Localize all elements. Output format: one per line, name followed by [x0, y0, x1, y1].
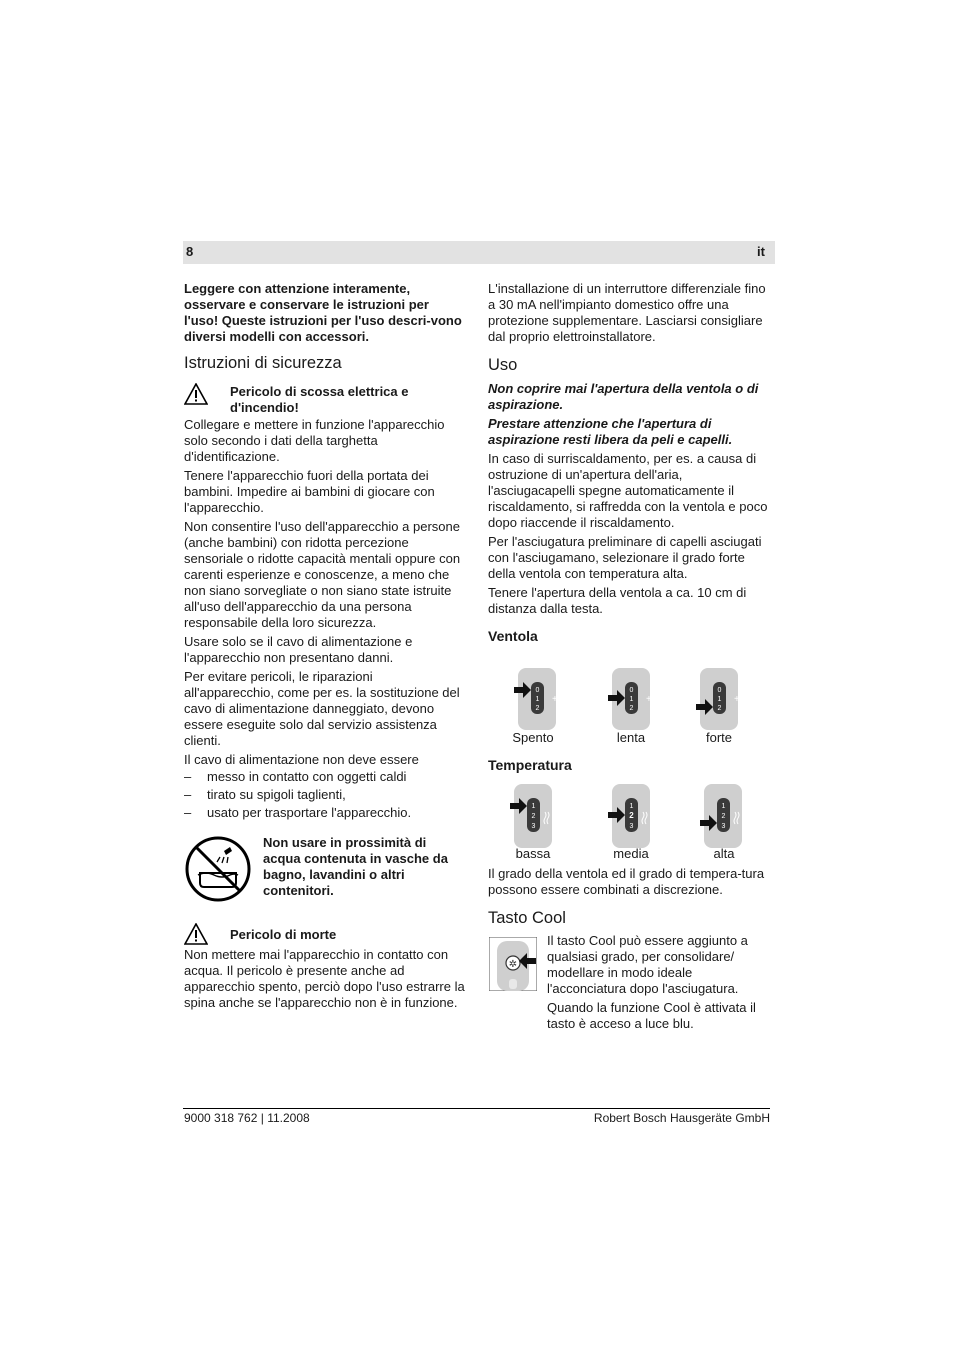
- cool-text: [547, 933, 772, 1035]
- switch-digit: 0: [535, 687, 540, 694]
- temperatura-title: Temperatura: [488, 757, 572, 773]
- paragraph: In caso di surriscaldamento, per es. a causa di ostruzione di un'apertura dell'aria, l'asciugacapelli spegne automaticamente il riscaldamento, si raffredda con la ventola e poco dopo riaccende il riscaldamento.: [488, 451, 768, 530]
- warning-title: Pericolo di scossa elettrica e d'incendio!: [230, 384, 409, 415]
- right-column: [488, 281, 772, 645]
- safety-title: Istruzioni di sicurezza: [184, 354, 342, 372]
- warning-block-2: [184, 927, 466, 947]
- safety-paragraph: Tenere l'apparecchio fuori della portata dei bambini. Impedire ai bambini di giocare con l'apparecchio.: [184, 468, 435, 515]
- safety-paragraph: Usare solo se il cavo di alimentazione e l'apparecchio non presentano danni.: [184, 634, 413, 665]
- no-water-icon: [184, 835, 252, 903]
- safety-paragraph: Il cavo di alimentazione non deve essere: [184, 752, 419, 767]
- temp-label-low: bassa: [515, 846, 551, 861]
- tasto-cool-title: Tasto Cool: [488, 909, 566, 927]
- safety-paragraph: Non consentire l'uso dell'apparecchio a persone (anche bambini) con ridotta percezione sensoriale o ridotte capacità mentali oppure con carenti esperienze e conoscenze, a meno che non siano sorvegliate o non siano state istruite all'uso dell'apparecchio da una persona responsabile della loro sicurezza.: [184, 519, 461, 630]
- switch-digit: 2: [531, 813, 536, 820]
- paragraph: Per l'asciugatura preliminare di capelli asciugati con l'asciugamano, selezionare il grado forte della ventola con temperatura alta.: [488, 534, 762, 581]
- svg-text:+: +: [552, 694, 558, 705]
- footer-company: Robert Bosch Hausgeräte GmbH: [593, 1111, 770, 1125]
- warning-triangle-icon: [184, 923, 208, 945]
- switch-digit: 2: [535, 705, 540, 712]
- switch-digit: 1: [629, 696, 634, 703]
- ventola-figures: [488, 668, 768, 754]
- warning-block: [184, 383, 466, 417]
- paragraph: Quando la funzione Cool è attivata il tasto è acceso a luce blu.: [547, 1000, 756, 1031]
- safety-paragraph: Non mettere mai l'apparecchio in contatto con acqua. Il pericolo è presente anche ad apparecchio spento, perciò dopo l'uso estrarre la spina anche se l'apparecchio non è in funzione.: [184, 947, 465, 1010]
- switch-digit: 2: [717, 705, 722, 712]
- fan-switch-off-illustration: [514, 668, 560, 730]
- switch-digit: 1: [535, 696, 540, 703]
- warning-triangle-icon: [184, 383, 208, 405]
- emphasis-paragraph: Prestare attenzione che l'apertura di aspirazione resti libera da peli e capelli.: [488, 416, 733, 447]
- fan-switch-high-illustration: [696, 668, 742, 730]
- water-warning-text: Non usare in prossimità di acqua contenuta in vasche da bagno, lavandini o altri contenitori.: [263, 835, 448, 898]
- temp-switch-medium-illustration: [608, 784, 654, 848]
- temperatura-figures: [488, 784, 768, 864]
- fan-label-high: forte: [705, 730, 732, 745]
- list-item: – usato per trasportare l'apparecchio.: [184, 805, 466, 821]
- emphasis-paragraph: Non coprire mai l'apertura della ventola o di aspirazione.: [488, 381, 759, 412]
- switch-digit: 3: [629, 823, 634, 830]
- ventola-title: Ventola: [488, 628, 538, 644]
- page-header: [183, 241, 775, 264]
- switch-digit: 2: [629, 811, 634, 820]
- switch-digit: 3: [721, 823, 726, 830]
- warning-title: Pericolo di morte: [230, 927, 337, 942]
- list-item: – messo in contatto con oggetti caldi: [184, 769, 466, 785]
- fan-switch-low-illustration: [608, 668, 654, 730]
- cool-button-illustration: [489, 937, 537, 991]
- page-number: 8: [186, 244, 194, 259]
- footer-divider: [183, 1108, 770, 1109]
- switch-digit: 1: [531, 803, 536, 810]
- switch-digit: 1: [717, 696, 722, 703]
- language-code: it: [757, 244, 765, 259]
- paragraph: Tenere l'apertura della ventola a ca. 10 cm di distanza dalla testa.: [488, 585, 747, 616]
- paragraph: Il grado della ventola ed il grado di tempera-tura possono essere combinati a discrezione.: [488, 866, 765, 897]
- switch-digit: 0: [717, 687, 722, 694]
- safety-paragraph: Per evitare pericoli, le riparazioni all'apparecchio, come per es. la sostituzione del cavo di alimentazione danneggiato, devono essere eseguite solo dal servizio assistenza clienti.: [184, 669, 460, 748]
- left-column: [184, 281, 466, 1014]
- list-item: – tirato su spigoli taglienti,: [184, 787, 466, 803]
- fan-label-off: Spento: [512, 730, 554, 745]
- fan-label-low: lenta: [616, 730, 646, 745]
- safety-paragraph: Collegare e mettere in funzione l'apparecchio solo secondo i dati della targhetta d'identificazione.: [184, 417, 445, 464]
- switch-digit: 1: [721, 803, 726, 810]
- switch-digit: 1: [629, 803, 634, 810]
- footer-doc-number: 9000 318 762 | 11.2008: [184, 1111, 310, 1125]
- switch-digit: 3: [531, 823, 536, 830]
- temp-switch-high-illustration: [700, 784, 746, 848]
- paragraph: Il tasto Cool può essere aggiunto a qualsiasi grado, per consolidare/ modellare in modo ideale l'acconciatura dopo l'asciugatura.: [547, 933, 748, 996]
- paragraph: L'installazione di un interruttore differenziale fino a 30 mA nell'impianto domestico offre una protezione supplementare. Lasciarsi consigliare dal proprio elettroinstallatore.: [488, 281, 766, 344]
- temp-label-medium: media: [613, 846, 649, 861]
- svg-text:✲: ✲: [508, 959, 518, 970]
- svg-text:+: +: [646, 694, 652, 705]
- switch-digit: 0: [629, 687, 634, 694]
- intro-text: Leggere con attenzione interamente, osservare e conservare le istruzioni per l'uso! Queste istruzioni per l'uso descri-vono diversi modelli con accessori.: [184, 281, 462, 344]
- temp-switch-low-illustration: [510, 784, 556, 848]
- uso-title: Uso: [488, 356, 518, 374]
- svg-text:+: +: [734, 694, 740, 705]
- temp-label-high: alta: [713, 846, 735, 861]
- water-warning-block: [184, 835, 466, 909]
- switch-digit: 2: [629, 705, 634, 712]
- switch-digit: 2: [721, 813, 726, 820]
